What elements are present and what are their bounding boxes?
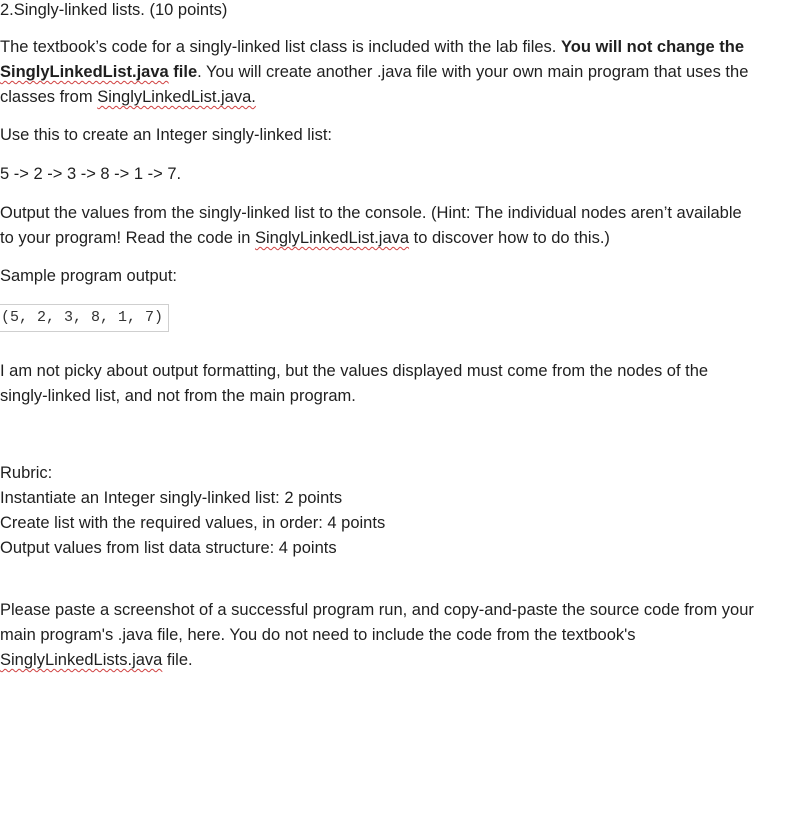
rubric-item: Instantiate an Integer singly-linked list: 2 points xyxy=(0,489,343,507)
intro-bold-file: file xyxy=(168,63,198,81)
formatting-note-line-2: singly-linked list, and not from the main program. xyxy=(0,387,356,405)
intro-line-3 xyxy=(0,87,256,107)
file-name: SinglyLinkedList.java xyxy=(254,229,410,247)
file-name: SinglyLinkedLists.java xyxy=(0,651,163,669)
assignment-heading: 2.Singly-linked lists. (10 points) xyxy=(0,1,228,19)
file-name: SinglyLinkedList.java. xyxy=(97,88,256,106)
output-instruction-line-1: Output the values from the singly-linked list to the console. (Hint: The individual nodes aren’t available xyxy=(0,204,742,222)
formatting-note-line-1: I am not picky about output formatting, but the values displayed must come from the nodes of the xyxy=(0,362,709,380)
file-name: SinglyLinkedList.java xyxy=(0,63,169,81)
submission-text-end: file. xyxy=(162,651,193,669)
intro-text-2: . You will create another .java file with your own main program that uses the xyxy=(197,63,749,81)
hint-text-end: to discover how to do this.) xyxy=(409,229,610,247)
submission-line-1: Please paste a screenshot of a successful program run, and copy-and-paste the source code from your xyxy=(0,601,754,619)
rubric-item: Output values from list data structure: 4 points xyxy=(0,539,337,557)
intro-line-1 xyxy=(0,37,744,57)
instruction-create: Use this to create an Integer singly-linked list: xyxy=(0,126,332,144)
intro-line-2 xyxy=(0,62,748,82)
output-instruction-line-2 xyxy=(0,228,610,248)
hint-text: to your program! Read the code in xyxy=(0,229,255,247)
submission-line-2: main program's .java file, here. You do not need to include the code from the textbook's xyxy=(0,626,636,644)
list-values: 5 -> 2 -> 3 -> 8 -> 1 -> 7. xyxy=(0,165,182,183)
sample-output-label: Sample program output: xyxy=(0,267,178,285)
intro-text-3: classes from xyxy=(0,88,98,106)
rubric-item: Create list with the required values, in order: 4 points xyxy=(0,514,386,532)
sample-output-box: (5, 2, 3, 8, 1, 7) xyxy=(0,304,169,332)
intro-text: The textbook’s code for a singly-linked list class is included with the lab files. xyxy=(0,38,561,56)
rubric-title: Rubric: xyxy=(0,464,53,482)
intro-bold-text: You will not change the xyxy=(560,38,744,56)
submission-line-3 xyxy=(0,650,193,670)
